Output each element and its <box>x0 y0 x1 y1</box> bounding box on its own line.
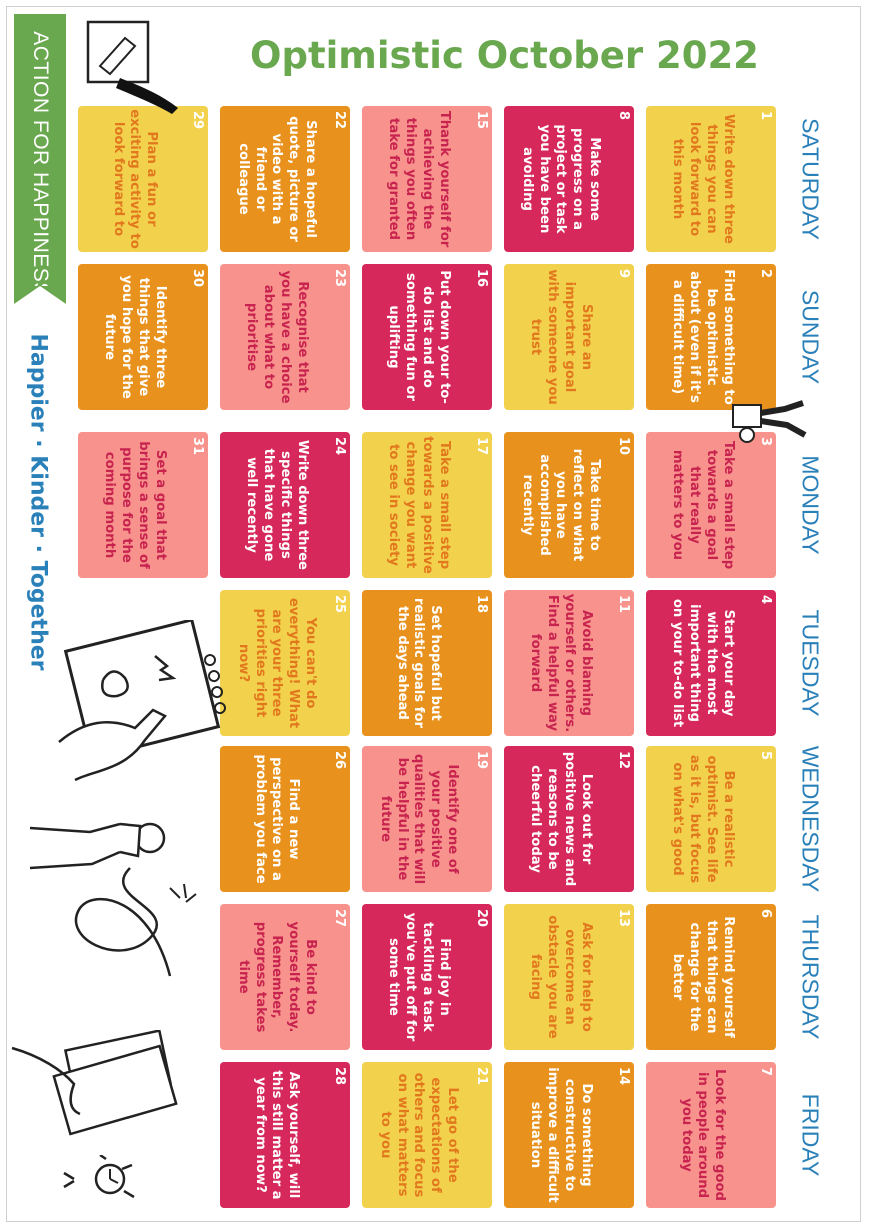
calendar-day-2 <box>646 264 776 410</box>
day-number: 23 <box>332 269 347 288</box>
calendar-day-content <box>221 747 349 891</box>
day-label-friday: FRIDAY <box>797 1093 824 1177</box>
tagline: Happier · Kinder · Together <box>25 333 51 671</box>
tickets-hand-illustration <box>10 1030 190 1140</box>
day-activity-text: Write down three specific things that have gone well recently <box>244 440 310 570</box>
day-number: 14 <box>616 1067 631 1086</box>
day-number: 20 <box>474 909 489 928</box>
calendar-day-content <box>221 1063 349 1207</box>
calendar-day-content <box>363 107 491 251</box>
calendar-day-22 <box>220 106 350 252</box>
calendar-day-content <box>79 107 207 251</box>
calendar-day-content <box>505 433 633 577</box>
day-label-thursday: THURSDAY <box>797 914 824 1040</box>
day-number: 13 <box>616 909 631 928</box>
hand-clipboard-illustration <box>80 16 190 116</box>
calendar-day-18 <box>362 590 492 736</box>
day-number: 9 <box>616 269 631 279</box>
day-label-wednesday: WEDNESDAY <box>797 745 824 893</box>
day-activity-text: Make some progress on a project or task you have been avoiding <box>519 124 603 234</box>
day-number: 10 <box>616 437 631 456</box>
day-number: 5 <box>758 751 773 761</box>
day-number: 12 <box>616 751 631 770</box>
day-number: 21 <box>474 1067 489 1086</box>
calendar-day-15 <box>362 106 492 252</box>
day-activity-text: Take a small step towards a goal that really matters to you <box>670 440 736 570</box>
day-activity-text: Ask for help to overcome an obstacle you are facing <box>528 915 594 1039</box>
sketchbook-hand-illustration <box>55 620 235 785</box>
calendar-day-content <box>221 433 349 577</box>
calendar-day-4 <box>646 590 776 736</box>
day-number: 27 <box>332 909 347 928</box>
day-number: 6 <box>758 909 773 919</box>
day-number: 17 <box>474 437 489 456</box>
person-walking-illustration <box>20 808 210 988</box>
calendar-day-6 <box>646 904 776 1050</box>
alarm-clock-icon <box>60 1155 150 1205</box>
day-activity-text: Identify three things that give you hope for the future <box>102 275 168 399</box>
calendar-day-content <box>221 905 349 1049</box>
calendar-day-content <box>363 1063 491 1207</box>
calendar-day-content <box>505 265 633 409</box>
day-number: 30 <box>190 269 205 288</box>
day-number: 4 <box>758 595 773 605</box>
calendar-day-content <box>363 591 491 735</box>
calendar-day-9 <box>504 264 634 410</box>
day-activity-text: Set hopeful but realistic goals for the days ahead <box>394 597 444 729</box>
calendar-day-content <box>363 747 491 891</box>
day-activity-text: Be kind to yourself today. Remember, progress takes time <box>235 921 319 1033</box>
calendar-day-17 <box>362 432 492 578</box>
day-activity-text: Put down your to-do list and do something fun or uplifting <box>386 270 452 404</box>
day-activity-text: Thank yourself for achieving the things you often take for granted <box>386 110 452 248</box>
calendar-day-content <box>505 747 633 891</box>
calendar-day-25 <box>220 590 350 736</box>
calendar-day-19 <box>362 746 492 892</box>
day-activity-text: Do something constructive to improve a difficult situation <box>528 1067 594 1203</box>
day-number: 1 <box>758 111 773 121</box>
calendar-day-1 <box>646 106 776 252</box>
calendar-day-content <box>647 747 775 891</box>
day-number: 2 <box>758 269 773 279</box>
calendar-day-7 <box>646 1062 776 1208</box>
calendar-day-content <box>505 591 633 735</box>
day-number: 8 <box>616 111 631 121</box>
day-number: 28 <box>332 1067 347 1086</box>
day-activity-text: Share an important goal with someone you trust <box>528 269 594 405</box>
day-number: 29 <box>190 111 205 130</box>
day-activity-text: You can't do everything! What are your three priorities right now? <box>235 597 319 729</box>
calendar-day-content <box>647 905 775 1049</box>
calendar-day-content <box>363 905 491 1049</box>
calendar-day-29 <box>78 106 208 252</box>
calendar-day-14 <box>504 1062 634 1208</box>
day-activity-text: Be a realistic optimist. See life as it is, but focus on what's good <box>670 754 736 884</box>
day-number: 18 <box>474 595 489 614</box>
day-activity-text: Share a hopeful quote, picture or video with a friend or colleague <box>235 116 319 242</box>
day-activity-text: Look out for positive news and reasons to be cheerful today <box>528 751 594 887</box>
calendar-day-content <box>647 265 775 409</box>
day-activity-text: Plan a fun or exciting activity to look forward to <box>110 109 160 249</box>
calendar-day-5 <box>646 746 776 892</box>
day-activity-text: Remind yourself that things can change for the better <box>670 916 736 1038</box>
calendar-day-content <box>505 905 633 1049</box>
day-label-monday: MONDAY <box>797 455 824 555</box>
day-number: 15 <box>474 111 489 130</box>
page-title: Optimistic October 2022 <box>250 34 759 77</box>
day-activity-text: Ask yourself, will this still matter a year from now? <box>252 1070 302 1200</box>
calendar-day-content <box>647 1063 775 1207</box>
calendar-day-28 <box>220 1062 350 1208</box>
day-number: 3 <box>758 437 773 447</box>
calendar-day-23 <box>220 264 350 410</box>
day-number: 31 <box>190 437 205 456</box>
calendar-day-content <box>79 265 207 409</box>
day-number: 16 <box>474 269 489 288</box>
calendar-day-20 <box>362 904 492 1050</box>
day-label-sunday: SUNDAY <box>797 289 824 385</box>
calendar-day-8 <box>504 106 634 252</box>
day-activity-text: Find joy in tackling a task you've put off for some time <box>386 912 452 1042</box>
calendar-day-content <box>505 107 633 251</box>
day-activity-text: Identify one of your positive qualities that will be helpful in the future <box>377 753 461 885</box>
day-activity-text: Start your day with the most important thing on your to-do list <box>670 598 736 728</box>
day-number: 24 <box>332 437 347 456</box>
day-number: 7 <box>758 1067 773 1077</box>
calendar-day-content <box>79 433 207 577</box>
calendar-day-11 <box>504 590 634 736</box>
day-number: 26 <box>332 751 347 770</box>
calendar-day-21 <box>362 1062 492 1208</box>
calendar-day-26 <box>220 746 350 892</box>
calendar-day-content <box>505 1063 633 1207</box>
action-for-happiness-banner <box>14 14 66 297</box>
calendar-day-24 <box>220 432 350 578</box>
calendar-day-content <box>647 591 775 735</box>
day-activity-text: Avoid blaming yourself or others. Find a helpful way forward <box>528 593 594 733</box>
day-number: 25 <box>332 595 347 614</box>
day-activity-text: Take a small step towards a positive change you want to see in society <box>386 436 452 574</box>
day-activity-text: Find a new perspective on a problem you face <box>252 754 302 884</box>
day-number: 22 <box>332 111 347 130</box>
calendar-day-16 <box>362 264 492 410</box>
day-activity-text: Find something to be optimistic about (even if it's a difficult time) <box>670 269 736 405</box>
day-activity-text: Recognise that you have a choice about what to prioritise <box>244 270 310 404</box>
person-climbing-illustration <box>725 395 815 455</box>
calendar-day-content <box>221 107 349 251</box>
day-number: 19 <box>474 751 489 770</box>
calendar-day-content <box>221 591 349 735</box>
day-activity-text: Look for the good in people around you today <box>678 1068 728 1201</box>
day-activity-text: Take time to reflect on what you have accomplished recently <box>519 448 603 562</box>
banner-text: ACTION FOR HAPPINESS <box>29 31 52 297</box>
day-label-tuesday: TUESDAY <box>797 609 824 717</box>
day-activity-text: Set a goal that brings a sense of purpose for the coming month <box>102 441 168 569</box>
calendar-day-27 <box>220 904 350 1050</box>
calendar-day-content <box>221 265 349 409</box>
calendar-day-30 <box>78 264 208 410</box>
calendar-day-13 <box>504 904 634 1050</box>
calendar-day-content <box>363 265 491 409</box>
day-activity-text: Let go of the expectations of others and focus on what matters to you <box>377 1072 461 1198</box>
calendar-day-content <box>363 433 491 577</box>
day-number: 11 <box>616 595 631 614</box>
day-label-saturday: SATURDAY <box>797 118 824 240</box>
calendar-day-31 <box>78 432 208 578</box>
day-activity-text: Write down three things you can look forward to this month <box>670 114 736 244</box>
calendar-day-10 <box>504 432 634 578</box>
calendar-day-content <box>647 107 775 251</box>
calendar-day-12 <box>504 746 634 892</box>
